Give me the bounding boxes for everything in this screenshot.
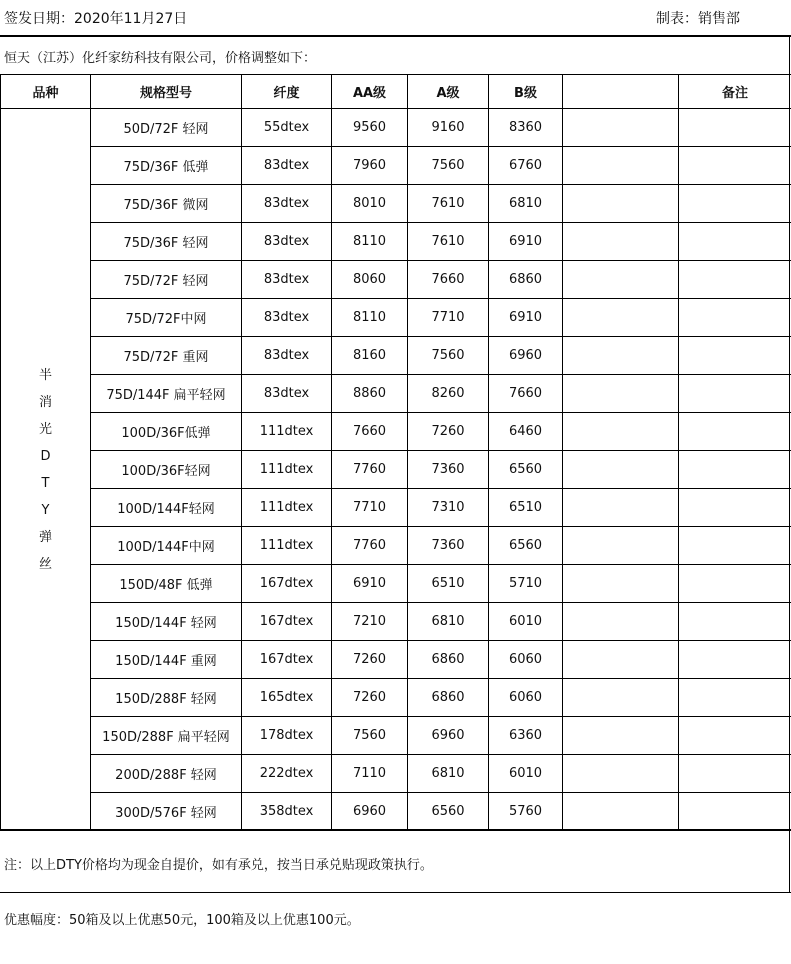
variety-char: 弹 [38,529,52,545]
cell-blank [563,375,679,413]
variety-char: Y [41,502,50,518]
cell-aa: 8110 [332,299,408,337]
header-remark: 备注 [679,75,791,109]
cell-b: 5760 [489,793,563,831]
cell-remark [679,565,791,603]
cell-a: 6810 [408,755,489,793]
table-row [1,413,791,451]
cell-blank [563,261,679,299]
cell-a: 7610 [408,223,489,261]
header-spec: 规格型号 [91,75,242,109]
table-row [1,299,791,337]
cell-aa: 8110 [332,223,408,261]
cell-remark [679,451,791,489]
table-row [1,641,791,679]
cell-spec: 150D/288F 轻网 [91,679,242,717]
cell-aa: 7760 [332,451,408,489]
table-row [1,147,791,185]
cell-aa: 7260 [332,641,408,679]
cell-a: 7360 [408,527,489,565]
cell-blank [563,451,679,489]
cell-aa: 7960 [332,147,408,185]
cell-fineness: 167dtex [242,641,332,679]
cell-aa: 7560 [332,717,408,755]
cell-spec: 50D/72F 轻网 [91,109,242,147]
table-header-row [1,75,791,109]
cell-fineness: 111dtex [242,413,332,451]
cell-aa: 8010 [332,185,408,223]
variety-char: D [40,448,51,464]
cell-a: 7260 [408,413,489,451]
cell-fineness: 83dtex [242,223,332,261]
cell-fineness: 222dtex [242,755,332,793]
cell-fineness: 111dtex [242,527,332,565]
cell-b: 6460 [489,413,563,451]
cell-b: 6760 [489,147,563,185]
cell-blank [563,299,679,337]
cell-a: 6860 [408,679,489,717]
table-row [1,185,791,223]
cell-b: 6560 [489,527,563,565]
cell-blank [563,109,679,147]
cell-a: 7310 [408,489,489,527]
cell-b: 6010 [489,755,563,793]
cell-remark [679,109,791,147]
variety-cell [1,109,91,831]
header-variety: 品种 [1,75,91,109]
cell-remark [679,147,791,185]
cell-remark [679,755,791,793]
cell-spec: 150D/144F 轻网 [91,603,242,641]
cell-aa: 6960 [332,793,408,831]
intro-row [0,37,791,75]
cell-remark [679,337,791,375]
cell-a: 6810 [408,603,489,641]
cell-b: 6810 [489,185,563,223]
cell-spec: 75D/72F 轻网 [91,261,242,299]
table-body [1,109,791,831]
cell-spec: 100D/144F中网 [91,527,242,565]
cell-blank [563,641,679,679]
cell-blank [563,489,679,527]
cell-spec: 150D/144F 重网 [91,641,242,679]
variety-char: T [41,475,50,491]
intro-text: 恒天（江苏）化纤家纺科技有限公司，价格调整如下： [4,51,317,66]
cell-b: 6060 [489,641,563,679]
cell-blank [563,755,679,793]
cell-b: 5710 [489,565,563,603]
table-row [1,451,791,489]
cell-spec: 100D/144F轻网 [91,489,242,527]
cell-spec: 75D/144F 扁平轻网 [91,375,242,413]
cell-blank [563,413,679,451]
cell-a: 7360 [408,451,489,489]
cell-blank [563,147,679,185]
header-blank [563,75,679,109]
cell-b: 6010 [489,603,563,641]
cell-fineness: 111dtex [242,489,332,527]
cell-blank [563,185,679,223]
table-row [1,375,791,413]
cell-fineness: 83dtex [242,299,332,337]
cell-spec: 100D/36F低弹 [91,413,242,451]
cell-aa: 7260 [332,679,408,717]
table-row [1,527,791,565]
right-border [789,37,790,893]
discount-text: 优惠幅度：50箱及以上优惠50元，100箱及以上优惠100元。 [4,913,360,928]
cell-b: 6510 [489,489,563,527]
table-row [1,489,791,527]
table-row [1,793,791,831]
cell-a: 7560 [408,147,489,185]
cell-aa: 7110 [332,755,408,793]
cell-fineness: 83dtex [242,185,332,223]
cell-fineness: 178dtex [242,717,332,755]
variety-char: 丝 [38,556,52,572]
cell-aa: 9560 [332,109,408,147]
cell-remark [679,793,791,831]
cell-remark [679,223,791,261]
price-table [0,74,791,831]
cell-blank [563,679,679,717]
cell-a: 7560 [408,337,489,375]
cell-a: 7610 [408,185,489,223]
note-text: 注：以上DTY价格均为现金自提价，如有承兑，按当日承兑贴现政策执行。 [4,858,433,873]
cell-fineness: 83dtex [242,375,332,413]
cell-b: 6960 [489,337,563,375]
table-row [1,603,791,641]
cell-remark [679,717,791,755]
cell-aa: 7660 [332,413,408,451]
table-row [1,679,791,717]
cell-spec: 150D/48F 低弹 [91,565,242,603]
cell-fineness: 167dtex [242,603,332,641]
cell-blank [563,717,679,755]
cell-spec: 150D/288F 扁平轻网 [91,717,242,755]
table-row [1,223,791,261]
variety-char: 半 [38,367,52,383]
cell-b: 6360 [489,717,563,755]
cell-a: 8260 [408,375,489,413]
cell-blank [563,337,679,375]
cell-aa: 8060 [332,261,408,299]
cell-fineness: 83dtex [242,261,332,299]
cell-b: 6560 [489,451,563,489]
cell-remark [679,679,791,717]
cell-spec: 75D/72F 重网 [91,337,242,375]
table-row [1,261,791,299]
variety-char: 消 [38,394,52,410]
cell-remark [679,489,791,527]
cell-a: 7660 [408,261,489,299]
issue-date: 签发日期：2020年11月27日 [4,11,188,27]
cell-fineness: 167dtex [242,565,332,603]
cell-fineness: 165dtex [242,679,332,717]
table-row [1,717,791,755]
cell-fineness: 358dtex [242,793,332,831]
table-row [1,109,791,147]
cell-a: 6860 [408,641,489,679]
header-b: B级 [489,75,563,109]
cell-fineness: 55dtex [242,109,332,147]
cell-spec: 100D/36F轻网 [91,451,242,489]
discount-row [0,893,791,964]
cell-spec: 75D/36F 微网 [91,185,242,223]
cell-spec: 200D/288F 轻网 [91,755,242,793]
cell-blank [563,793,679,831]
cell-blank [563,223,679,261]
cell-spec: 300D/576F 轻网 [91,793,242,831]
cell-aa: 8160 [332,337,408,375]
cell-b: 7660 [489,375,563,413]
header-aa: AA级 [332,75,408,109]
cell-aa: 7710 [332,489,408,527]
cell-a: 6560 [408,793,489,831]
cell-remark [679,375,791,413]
cell-remark [679,261,791,299]
cell-aa: 8860 [332,375,408,413]
cell-spec: 75D/36F 低弹 [91,147,242,185]
cell-remark [679,299,791,337]
cell-blank [563,565,679,603]
cell-b: 6860 [489,261,563,299]
variety-char: 光 [38,421,52,437]
cell-b: 6910 [489,299,563,337]
header-fineness: 纤度 [242,75,332,109]
made-by: 制表：销售部 [656,11,740,27]
cell-blank [563,603,679,641]
cell-a: 9160 [408,109,489,147]
cell-remark [679,413,791,451]
cell-remark [679,603,791,641]
cell-fineness: 83dtex [242,147,332,185]
cell-b: 6060 [489,679,563,717]
cell-a: 6960 [408,717,489,755]
cell-a: 6510 [408,565,489,603]
cell-fineness: 83dtex [242,337,332,375]
header-a: A级 [408,75,489,109]
cell-aa: 7760 [332,527,408,565]
cell-spec: 75D/72F中网 [91,299,242,337]
cell-remark [679,527,791,565]
cell-remark [679,185,791,223]
note-row [0,829,791,893]
document-header [0,0,791,37]
cell-spec: 75D/36F 轻网 [91,223,242,261]
table-row [1,755,791,793]
table-row [1,565,791,603]
table-row [1,337,791,375]
cell-b: 8360 [489,109,563,147]
cell-aa: 7210 [332,603,408,641]
cell-a: 7710 [408,299,489,337]
cell-remark [679,641,791,679]
cell-fineness: 111dtex [242,451,332,489]
cell-blank [563,527,679,565]
cell-b: 6910 [489,223,563,261]
cell-aa: 6910 [332,565,408,603]
